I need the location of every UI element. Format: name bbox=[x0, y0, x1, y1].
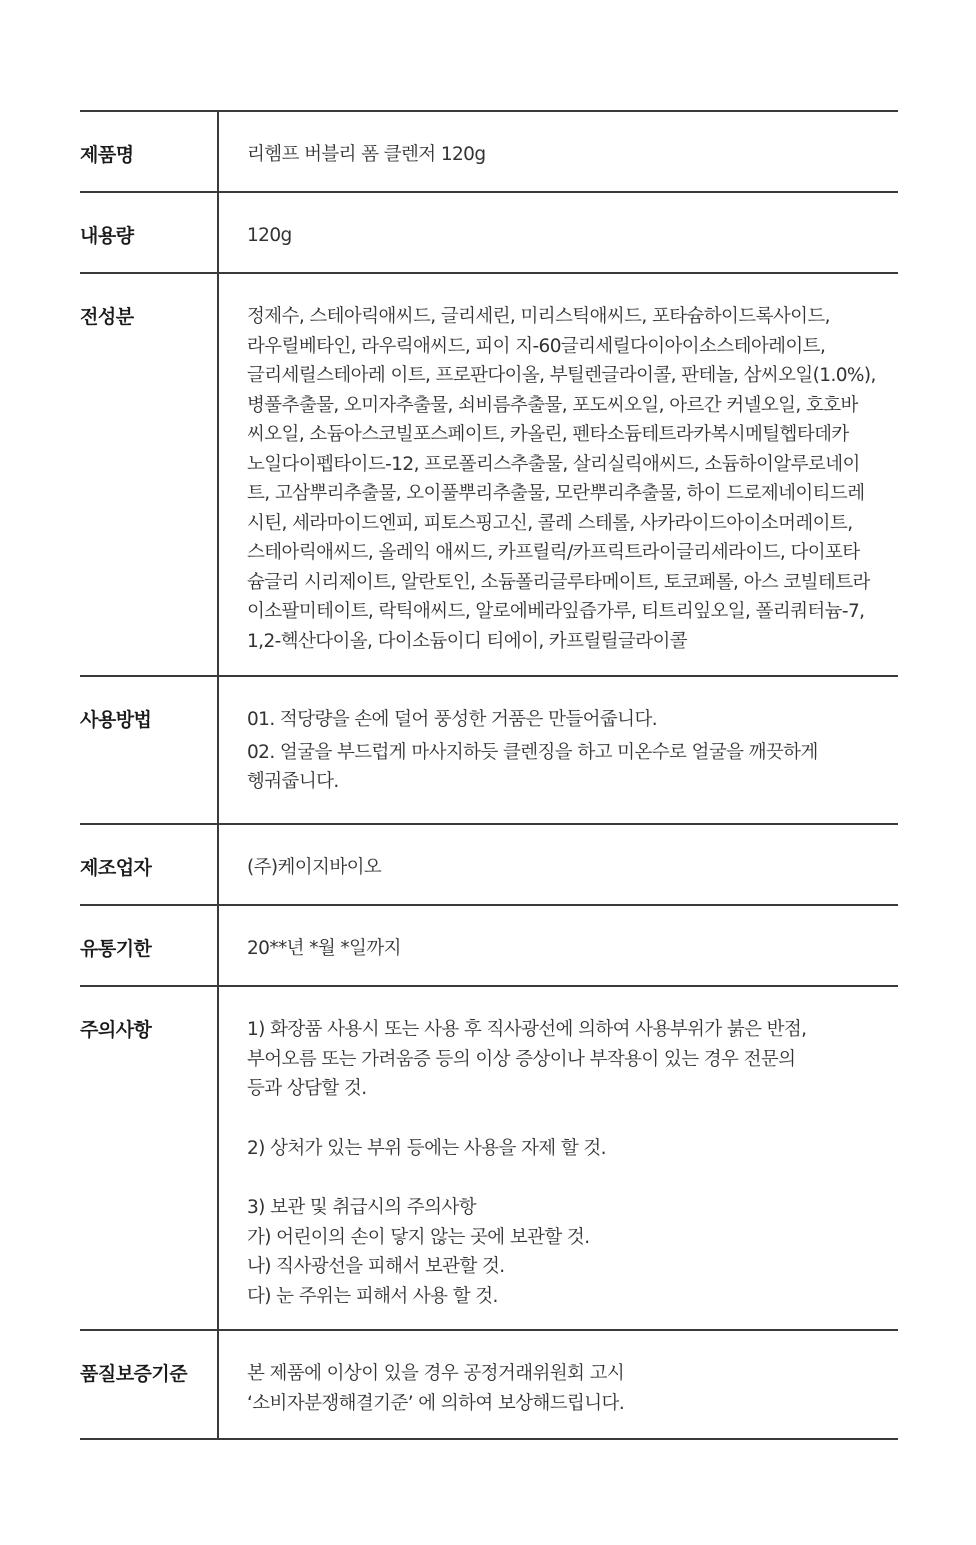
row-cautions bbox=[80, 987, 898, 1331]
ingredients-line: 정제수, 스테아릭애씨드, 글리세린, 미리스틱애씨드, 포타슘하이드록사이드, bbox=[247, 306, 830, 327]
quality-guarantee-line: 본 제품에 이상이 있을 경우 공정거래위원회 고시 bbox=[247, 1363, 625, 1384]
ingredients-line: 트, 고삼뿌리추출물, 오이풀뿌리추출물, 모란뿌리추출물, 하이 드로제네이티드레 bbox=[247, 483, 865, 504]
ingredients-line: 병풀추출물, 오미자추출물, 쇠비름추출물, 포도씨오일, 아르간 커넬오일, 호호바 bbox=[247, 394, 858, 416]
row-usage bbox=[80, 677, 898, 825]
value-cautions bbox=[219, 987, 898, 1329]
usage-step-line: 01. 적당량을 손에 덜어 풍성한 거품은 만들어줍니다. bbox=[247, 709, 658, 730]
ingredients-line: 이소팔미테이트, 락틱애씨드, 알로에베라잎즙가루, 티트리잎오일, 폴리쿼터늄-7, bbox=[247, 601, 865, 622]
row-expiry bbox=[80, 906, 898, 987]
label-manufacturer: 제조업자 bbox=[80, 825, 219, 904]
caution-paragraph-2 bbox=[247, 1134, 888, 1164]
caution-line: 다) 눈 주위는 피해서 사용 할 것. bbox=[247, 1285, 498, 1307]
label-quality-guarantee: 품질보증기준 bbox=[80, 1331, 219, 1438]
value-manufacturer: (주)케이지바이오 bbox=[247, 857, 382, 878]
caution-line: 1) 화장품 사용시 또는 사용 후 직사광선에 의하여 사용부위가 붉은 반점, bbox=[247, 1019, 807, 1040]
row-ingredients bbox=[80, 274, 898, 677]
ingredients-line: 라우릴베타인, 라우릭애씨드, 피이 지-60글리세릴다이아이소스테아레이트, bbox=[247, 335, 826, 357]
row-quality-guarantee bbox=[80, 1331, 898, 1438]
label-cautions: 주의사항 bbox=[80, 987, 219, 1329]
value-volume: 120g bbox=[247, 225, 292, 246]
value-ingredients bbox=[219, 274, 898, 675]
usage-step-line: 헹궈줍니다. bbox=[247, 771, 339, 792]
quality-guarantee-line: ‘소비자분쟁해결기준’ 에 의하여 보상해드립니다. bbox=[247, 1392, 625, 1414]
row-manufacturer bbox=[80, 825, 898, 906]
ingredients-line: 노일다이펩타이드-12, 프로폴리스추출물, 살리실릭애씨드, 소듐하이알루로네이 bbox=[247, 453, 860, 475]
ingredients-line: 씨오일, 소듐아스코빌포스페이트, 카올린, 펜타소듐테트라카복시메틸헵타데카 bbox=[247, 424, 849, 445]
caution-line: 부어오름 또는 가려움증 등의 이상 증상이나 부작용이 있는 경우 전문의 bbox=[247, 1048, 796, 1070]
usage-step-1 bbox=[247, 705, 888, 735]
row-volume bbox=[80, 193, 898, 274]
ingredients-line: 글리세릴스테아레 이트, 프로판다이올, 부틸렌글라이콜, 판테놀, 삼씨오일(1.0%), bbox=[247, 365, 876, 386]
caution-line: 나) 직사광선을 피해서 보관할 것. bbox=[247, 1256, 505, 1277]
caution-paragraph-3 bbox=[247, 1193, 888, 1311]
label-volume: 내용량 bbox=[80, 193, 219, 272]
ingredients-line: 1,2-헥산다이올, 다이소듐이디 티에이, 카프릴릴글라이콜 bbox=[247, 630, 688, 652]
label-product-name: 제품명 bbox=[80, 112, 219, 191]
product-info-table bbox=[80, 110, 898, 1440]
label-expiry: 유통기한 bbox=[80, 906, 219, 985]
caution-line: 3) 보관 및 취급시의 주의사항 bbox=[247, 1197, 476, 1218]
value-usage bbox=[219, 677, 898, 823]
label-ingredients: 전성분 bbox=[80, 274, 219, 675]
ingredients-line: 슘글리 시리제이트, 알란토인, 소듐폴리글루타메이트, 토코페롤, 아스 코빌테트라 bbox=[247, 571, 870, 593]
value-product-name: 리헴프 버블리 폼 클렌저 120g bbox=[247, 144, 486, 165]
caution-line: 등과 상담할 것. bbox=[247, 1078, 367, 1099]
usage-step-line: 02. 얼굴을 부드럽게 마사지하듯 클렌징을 하고 미온수로 얼굴을 깨끗하게 bbox=[247, 741, 818, 763]
caution-paragraph-1 bbox=[247, 1015, 888, 1104]
caution-line: 가) 어린이의 손이 닿지 않는 곳에 보관할 것. bbox=[247, 1226, 590, 1248]
value-expiry: 20**년 *월 *일까지 bbox=[247, 938, 401, 959]
ingredients-line: 시틴, 세라마이드엔피, 피토스핑고신, 콜레 스테롤, 사카라이드아이소머레이트, bbox=[247, 512, 853, 534]
usage-step-2 bbox=[247, 738, 888, 797]
caution-line: 2) 상처가 있는 부위 등에는 사용을 자제 할 것. bbox=[247, 1137, 606, 1159]
ingredients-line: 스테아릭애씨드, 올레익 애씨드, 카프릴릭/카프릭트라이글리세라이드, 다이포타 bbox=[247, 542, 860, 563]
label-usage: 사용방법 bbox=[80, 677, 219, 823]
row-product-name bbox=[80, 112, 898, 193]
value-quality-guarantee bbox=[219, 1331, 898, 1438]
